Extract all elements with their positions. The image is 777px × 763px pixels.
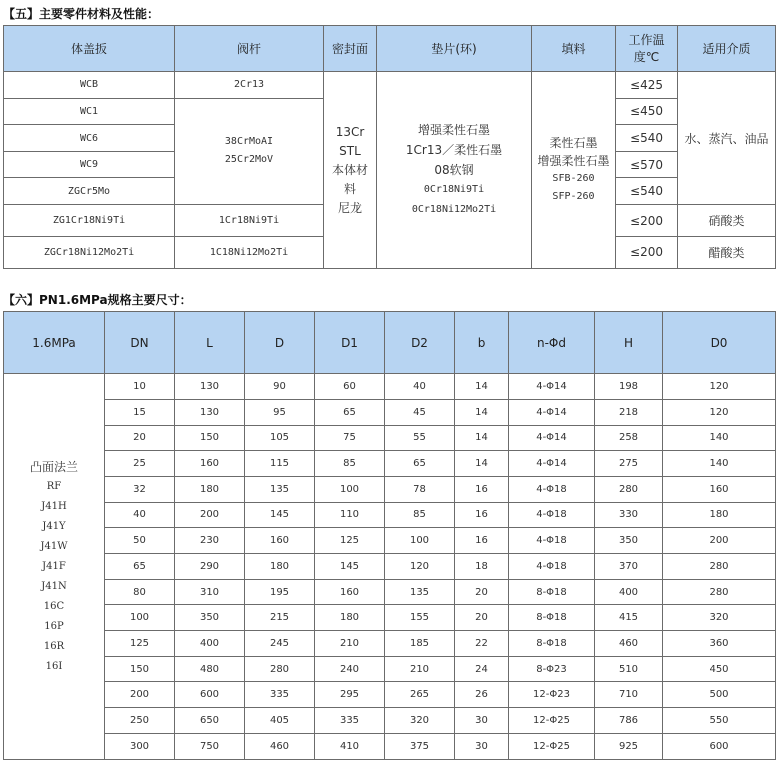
materials-row (4, 72, 776, 99)
cell-d0: 280 (663, 579, 776, 605)
cell-b: 14 (455, 374, 509, 400)
body-material: WC1 (4, 98, 175, 125)
cell-dn: 20 (105, 425, 175, 451)
gasket-item: 08软钢 (434, 163, 474, 177)
cell-h: 925 (595, 733, 663, 759)
dimensions-row (4, 553, 776, 579)
cell-d: 90 (245, 374, 315, 400)
cell-d1: 335 (315, 708, 385, 734)
cell-l: 200 (175, 502, 245, 528)
cell-d1: 75 (315, 425, 385, 451)
cell-d2: 320 (385, 708, 455, 734)
cell-dn: 250 (105, 708, 175, 734)
stem-item: 38CrMoAI (224, 136, 274, 148)
header-d: D (245, 312, 315, 374)
valve-type-item: J41W (40, 540, 68, 552)
header-media: 适用介质 (678, 26, 776, 72)
cell-d1: 210 (315, 631, 385, 657)
cell-d0: 600 (663, 733, 776, 759)
cell-h: 400 (595, 579, 663, 605)
header-packing: 填料 (532, 26, 616, 72)
seal-item: 本体材 (331, 162, 368, 177)
cell-bolt-holes: 4-Φ18 (509, 553, 595, 579)
cell-d2: 85 (385, 502, 455, 528)
header-bolt-holes: n-Φd (509, 312, 595, 374)
stem-material: 1C18Ni12Mo2Ti (175, 236, 324, 268)
cell-b: 14 (455, 451, 509, 477)
cell-l: 350 (175, 605, 245, 631)
temp-value: ≤425 (616, 72, 678, 99)
cell-d: 95 (245, 399, 315, 425)
header-body: 体盖扳 (4, 26, 175, 72)
header-b: b (455, 312, 509, 374)
cell-h: 510 (595, 656, 663, 682)
cell-dn: 40 (105, 502, 175, 528)
cell-d: 195 (245, 579, 315, 605)
cell-d: 160 (245, 528, 315, 554)
cell-bolt-holes: 4-Φ18 (509, 502, 595, 528)
dimensions-row (4, 528, 776, 554)
cell-l: 290 (175, 553, 245, 579)
cell-bolt-holes: 4-Φ18 (509, 476, 595, 502)
dimensions-row (4, 656, 776, 682)
body-material: ZGCr5Mo (4, 178, 175, 205)
cell-h: 370 (595, 553, 663, 579)
seal-item: 13Cr (335, 124, 365, 139)
temp-value: ≤200 (616, 205, 678, 237)
cell-d2: 120 (385, 553, 455, 579)
cell-d: 280 (245, 656, 315, 682)
gasket-item: 增强柔性石墨 (417, 123, 490, 137)
cell-dn: 15 (105, 399, 175, 425)
media-nitric: 硝酸类 (678, 205, 776, 237)
section6-title: 【六】PN1.6MPa规格主要尺寸： (3, 293, 192, 307)
cell-b: 24 (455, 656, 509, 682)
cell-d2: 100 (385, 528, 455, 554)
cell-b: 14 (455, 425, 509, 451)
temp-value: ≤540 (616, 178, 678, 205)
cell-bolt-holes: 8-Φ23 (509, 656, 595, 682)
cell-l: 130 (175, 374, 245, 400)
packing-item: SFB-260 (552, 173, 595, 184)
gasket-item: 0Cr18Ni9Ti (423, 184, 485, 195)
cell-d1: 240 (315, 656, 385, 682)
gasket-item: 1Cr13／柔性石墨 (405, 143, 503, 157)
header-temp: 工作温度℃ (616, 26, 678, 72)
cell-h: 415 (595, 605, 663, 631)
stem-material: 1Cr18Ni9Ti (175, 205, 324, 237)
valve-type-item: 16R (43, 640, 65, 652)
dimensions-row (4, 502, 776, 528)
cell-bolt-holes: 8-Φ18 (509, 605, 595, 631)
cell-b: 14 (455, 399, 509, 425)
header-dn: DN (105, 312, 175, 374)
cell-bolt-holes: 8-Φ18 (509, 579, 595, 605)
dimensions-row (4, 476, 776, 502)
cell-l: 230 (175, 528, 245, 554)
cell-d0: 550 (663, 708, 776, 734)
cell-bolt-holes: 4-Φ14 (509, 374, 595, 400)
cell-d: 245 (245, 631, 315, 657)
cell-d1: 110 (315, 502, 385, 528)
cell-d: 135 (245, 476, 315, 502)
temp-value: ≤540 (616, 125, 678, 152)
cell-d0: 200 (663, 528, 776, 554)
temp-value: ≤450 (616, 98, 678, 125)
cell-dn: 125 (105, 631, 175, 657)
temp-value: ≤570 (616, 151, 678, 178)
cell-d: 335 (245, 682, 315, 708)
cell-dn: 300 (105, 733, 175, 759)
cell-d0: 320 (663, 605, 776, 631)
cell-d2: 210 (385, 656, 455, 682)
cell-bolt-holes: 12-Φ23 (509, 682, 595, 708)
cell-d2: 135 (385, 579, 455, 605)
valve-type-item: J41Y (42, 520, 66, 532)
cell-dn: 25 (105, 451, 175, 477)
cell-h: 710 (595, 682, 663, 708)
cell-d1: 145 (315, 553, 385, 579)
cell-dn: 200 (105, 682, 175, 708)
cell-d: 180 (245, 553, 315, 579)
dimensions-row (4, 733, 776, 759)
cell-l: 650 (175, 708, 245, 734)
valve-type-item: J41N (41, 580, 67, 592)
cell-l: 400 (175, 631, 245, 657)
body-material: WCB (4, 72, 175, 99)
packing-item: SFP-260 (552, 191, 595, 202)
cell-b: 16 (455, 502, 509, 528)
body-material: WC6 (4, 125, 175, 152)
cell-dn: 50 (105, 528, 175, 554)
cell-d2: 45 (385, 399, 455, 425)
cell-d0: 280 (663, 553, 776, 579)
cell-dn: 100 (105, 605, 175, 631)
dimensions-row (4, 399, 776, 425)
valve-type-item: 凸面法兰 (29, 459, 78, 474)
cell-d1: 180 (315, 605, 385, 631)
cell-d1: 100 (315, 476, 385, 502)
cell-d1: 295 (315, 682, 385, 708)
cell-d1: 65 (315, 399, 385, 425)
body-material: WC9 (4, 151, 175, 178)
cell-h: 280 (595, 476, 663, 502)
header-stem: 阀杆 (175, 26, 324, 72)
valve-types (4, 374, 105, 760)
valve-type-item: J41F (42, 560, 66, 572)
cell-h: 198 (595, 374, 663, 400)
cell-bolt-holes: 4-Φ18 (509, 528, 595, 554)
seal-item: 尼龙 (337, 200, 362, 215)
cell-d2: 40 (385, 374, 455, 400)
cell-h: 258 (595, 425, 663, 451)
cell-d0: 120 (663, 374, 776, 400)
cell-d: 405 (245, 708, 315, 734)
cell-h: 275 (595, 451, 663, 477)
cell-d0: 360 (663, 631, 776, 657)
body-material: ZGCr18Ni12Mo2Ti (4, 236, 175, 268)
stem-item: 25Cr2MoV (224, 154, 274, 166)
cell-d2: 265 (385, 682, 455, 708)
cell-dn: 65 (105, 553, 175, 579)
cell-d: 105 (245, 425, 315, 451)
header-d2: D2 (385, 312, 455, 374)
header-gasket: 垫片(环) (377, 26, 532, 72)
cell-d: 460 (245, 733, 315, 759)
cell-bolt-holes: 12-Φ25 (509, 708, 595, 734)
packing-item: 柔性石墨 (549, 136, 598, 150)
cell-h: 460 (595, 631, 663, 657)
cell-b: 16 (455, 476, 509, 502)
cell-d0: 180 (663, 502, 776, 528)
seal-item: STL (339, 143, 361, 158)
cell-l: 180 (175, 476, 245, 502)
cell-d0: 500 (663, 682, 776, 708)
packing-materials (532, 72, 616, 269)
cell-b: 20 (455, 579, 509, 605)
cell-d1: 160 (315, 579, 385, 605)
dimensions-row (4, 425, 776, 451)
valve-type-item: 16I (45, 660, 63, 672)
body-material: ZG1Cr18Ni9Ti (4, 205, 175, 237)
cell-d: 115 (245, 451, 315, 477)
cell-dn: 10 (105, 374, 175, 400)
cell-dn: 150 (105, 656, 175, 682)
cell-l: 600 (175, 682, 245, 708)
cell-bolt-holes: 12-Φ25 (509, 733, 595, 759)
cell-d2: 185 (385, 631, 455, 657)
dimensions-row (4, 374, 776, 400)
temp-value: ≤200 (616, 236, 678, 268)
seal-materials (324, 72, 377, 269)
cell-b: 30 (455, 708, 509, 734)
dimensions-row (4, 605, 776, 631)
header-h: H (595, 312, 663, 374)
header-seal: 密封面 (324, 26, 377, 72)
cell-h: 786 (595, 708, 663, 734)
cell-h: 218 (595, 399, 663, 425)
dimensions-row (4, 708, 776, 734)
cell-d1: 85 (315, 451, 385, 477)
cell-bolt-holes: 4-Φ14 (509, 451, 595, 477)
cell-b: 26 (455, 682, 509, 708)
cell-bolt-holes: 4-Φ14 (509, 425, 595, 451)
cell-b: 16 (455, 528, 509, 554)
cell-d2: 375 (385, 733, 455, 759)
gasket-materials (377, 72, 532, 269)
header-l: L (175, 312, 245, 374)
cell-l: 750 (175, 733, 245, 759)
valve-type-item: 16C (43, 600, 65, 612)
cell-l: 150 (175, 425, 245, 451)
cell-d0: 160 (663, 476, 776, 502)
cell-d1: 410 (315, 733, 385, 759)
cell-d: 145 (245, 502, 315, 528)
cell-bolt-holes: 8-Φ18 (509, 631, 595, 657)
cell-d: 215 (245, 605, 315, 631)
media-acetic: 醋酸类 (678, 236, 776, 268)
valve-type-item: 16P (44, 620, 64, 632)
header-d1: D1 (315, 312, 385, 374)
cell-b: 20 (455, 605, 509, 631)
dimensions-row (4, 579, 776, 605)
cell-h: 350 (595, 528, 663, 554)
cell-d0: 120 (663, 399, 776, 425)
dimensions-row (4, 631, 776, 657)
section5-title: 【五】主要零件材料及性能： (3, 7, 160, 21)
dimensions-row (4, 682, 776, 708)
header-pressure: 1.6MPa (4, 312, 105, 374)
cell-d2: 65 (385, 451, 455, 477)
seal-item: 料 (343, 181, 356, 196)
dimensions-table (3, 311, 776, 760)
cell-b: 22 (455, 631, 509, 657)
cell-d0: 140 (663, 425, 776, 451)
header-d0: D0 (663, 312, 776, 374)
materials-table (3, 25, 776, 269)
cell-bolt-holes: 4-Φ14 (509, 399, 595, 425)
cell-d0: 450 (663, 656, 776, 682)
valve-type-item: RF (46, 480, 62, 492)
gasket-item: 0Cr18Ni12Mo2Ti (411, 204, 497, 215)
cell-l: 130 (175, 399, 245, 425)
cell-d2: 55 (385, 425, 455, 451)
cell-b: 18 (455, 553, 509, 579)
cell-d1: 60 (315, 374, 385, 400)
cell-l: 310 (175, 579, 245, 605)
dimensions-row (4, 451, 776, 477)
cell-b: 30 (455, 733, 509, 759)
stem-material: 2Cr13 (175, 72, 324, 99)
cell-d2: 155 (385, 605, 455, 631)
materials-header-row (4, 26, 776, 72)
cell-l: 160 (175, 451, 245, 477)
cell-d0: 140 (663, 451, 776, 477)
valve-type-item: J41H (41, 500, 67, 512)
cell-dn: 80 (105, 579, 175, 605)
cell-l: 480 (175, 656, 245, 682)
cell-h: 330 (595, 502, 663, 528)
cell-d2: 78 (385, 476, 455, 502)
packing-item: 增强柔性石墨 (537, 154, 610, 168)
dimensions-header-row (4, 312, 776, 374)
cell-dn: 32 (105, 476, 175, 502)
cell-d1: 125 (315, 528, 385, 554)
stem-material-group (175, 98, 324, 204)
media-general: 水、蒸汽、油品 (678, 72, 776, 205)
